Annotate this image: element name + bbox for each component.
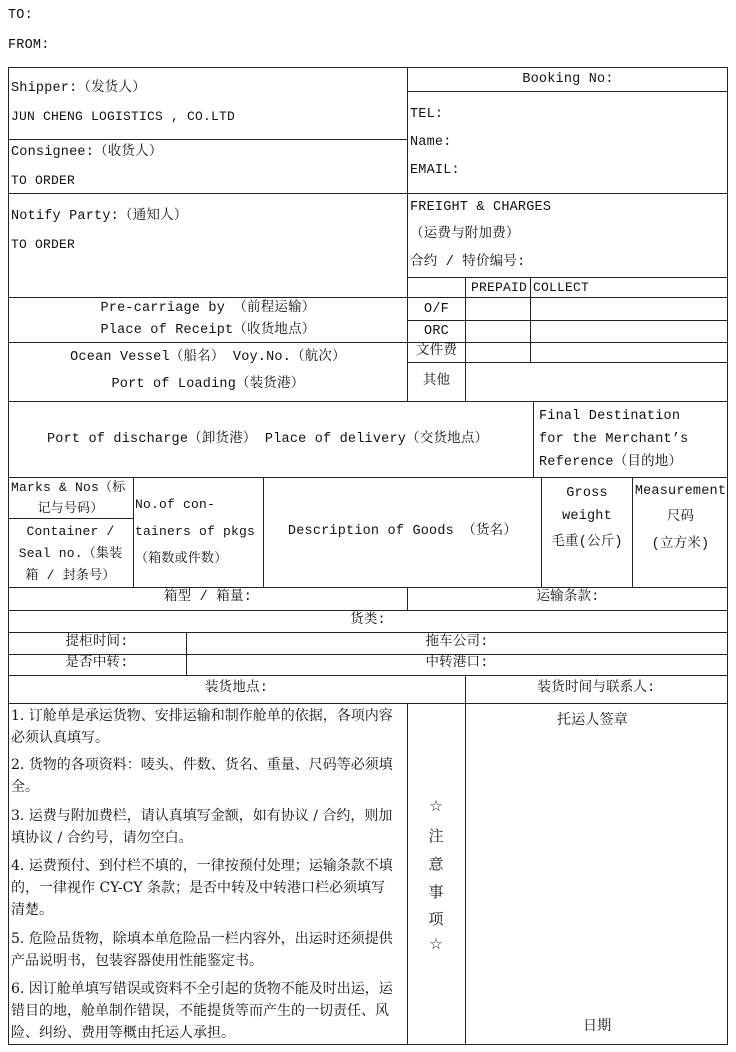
trucking-company-label: 拖车公司: xyxy=(425,635,489,650)
note-3: 3. 运费与附加费栏，请认真填写金额，如有协议 / 合约，则加填协议 / 合约号，请勿空白。 xyxy=(11,808,393,846)
doc-fee-row-label: 文件费 xyxy=(415,344,458,359)
transport-terms-label: 运输条款: xyxy=(536,590,600,605)
box-type-label: 箱型 / 箱量: xyxy=(163,590,252,605)
no-pkgs-line1: No.of con- xyxy=(135,497,216,512)
collect-header: COLLECT xyxy=(533,280,590,295)
freight-subtitle: （运费与附加费） xyxy=(410,227,520,242)
place-of-receipt-label: Place of Receipt（收货地点） xyxy=(100,323,316,338)
from-label: FROM: xyxy=(8,38,50,53)
notice-char-2: 意 xyxy=(428,855,444,873)
notice-char-1: 注 xyxy=(428,827,444,845)
notice-char-4: 项 xyxy=(428,910,444,928)
final-destination-line2: for the Merchant’s xyxy=(539,432,689,447)
freight-title: FREIGHT & CHARGES xyxy=(410,200,552,215)
transship-label: 是否中转: xyxy=(65,656,129,671)
shipper-signature-label: 托运人签章 xyxy=(557,713,628,729)
consignee-value: TO ORDER xyxy=(11,173,76,188)
pickup-time-label: 提柜时间: xyxy=(65,635,129,650)
note-5: 5. 危险品货物，除填本单危险品一栏内容外，出运时还须提供产品说明书，包装容器使用性能鉴定书。 xyxy=(11,931,393,969)
no-pkgs-line2: tainers of pkgs xyxy=(135,524,256,539)
loading-place-label: 装货地点: xyxy=(204,681,269,696)
notify-label: Notify Party:（通知人） xyxy=(11,209,188,224)
note-2: 2. 货物的各项资料：唛头、件数、货名、重量、尺码等必须填全。 xyxy=(11,757,393,795)
to-label: TO: xyxy=(8,8,33,23)
note-4: 4. 运费预付、到付栏不填的，一律按预付处理；运输条款不填的，一律视作 CY-CY 条款；是否中转及中转港口栏必须填写清楚。 xyxy=(11,858,393,918)
port-of-loading-label: Port of Loading（装货港） xyxy=(111,377,305,392)
note-6: 6. 因订舱单填写错误或资料不全引起的货物不能及时出运，运错目的地，舱单制作错误，不能提货等而产生的一切责任、风险、纠纷、费用等概由托运人承担。 xyxy=(11,981,393,1041)
marks-line1: Marks & Nos（标 xyxy=(11,480,126,495)
consignee-label: Consignee:（收货人） xyxy=(11,145,163,160)
port-of-discharge-label: Port of discharge（卸货港） Place of delivery（交货地点） xyxy=(47,432,489,447)
orc-row-label: ORC xyxy=(424,324,449,339)
gross-line1: Gross xyxy=(566,486,608,501)
note-1: 1. 订舱单是承运货物、安排运输和制作舱单的依据，各项内容必须认真填写。 xyxy=(11,708,393,746)
description-label: Description of Goods （货名） xyxy=(287,524,518,539)
shipper-value: JUN CHENG LOGISTICS , CO.LTD xyxy=(11,109,236,124)
ocean-vessel-label: Ocean Vessel（船名） Voy.No.（航次） xyxy=(70,350,346,365)
shipper-label: Shipper:（发货人） xyxy=(11,81,146,96)
star-icon: ☆ xyxy=(429,797,443,815)
final-destination-line1: Final Destination xyxy=(539,409,681,424)
star-icon: ☆ xyxy=(429,935,443,953)
pre-carriage-label: Pre-carriage by （前程运输） xyxy=(100,301,316,316)
booking-no-label: Booking No: xyxy=(522,72,614,87)
contract-label: 合约 / 特价编号: xyxy=(410,255,526,270)
loading-time-label: 装货时间与联系人: xyxy=(537,681,656,696)
transship-port-label: 中转港口: xyxy=(425,656,489,671)
gross-line2: weight xyxy=(562,509,612,524)
no-pkgs-line3: （箱数或件数） xyxy=(135,551,228,566)
gross-line3: 毛重(公斤) xyxy=(551,535,623,550)
measurement-line2: 尺码 xyxy=(666,510,695,525)
final-destination-line3: Reference（目的地） xyxy=(539,455,683,470)
container-line1: Container / xyxy=(26,524,115,539)
measurement-line1: Measurement xyxy=(634,484,727,499)
date-label: 日期 xyxy=(583,1019,612,1035)
marks-line2: 记与号码） xyxy=(37,501,104,516)
of-row-label: O/F xyxy=(424,302,449,317)
notice-char-3: 事 xyxy=(428,883,444,901)
cargo-type-label: 货类: xyxy=(350,613,386,628)
container-line2: Seal no.（集装 xyxy=(18,546,123,561)
other-row-label: 其他 xyxy=(422,374,451,389)
name-label: Name: xyxy=(410,135,452,150)
tel-label: TEL: xyxy=(410,107,444,122)
email-label: EMAIL: xyxy=(410,163,460,178)
notify-value: TO ORDER xyxy=(11,237,76,252)
prepaid-header: PREPAID xyxy=(471,280,528,295)
measurement-line3: (立方米) xyxy=(651,537,710,552)
container-line3: 箱 / 封条号） xyxy=(25,568,116,583)
